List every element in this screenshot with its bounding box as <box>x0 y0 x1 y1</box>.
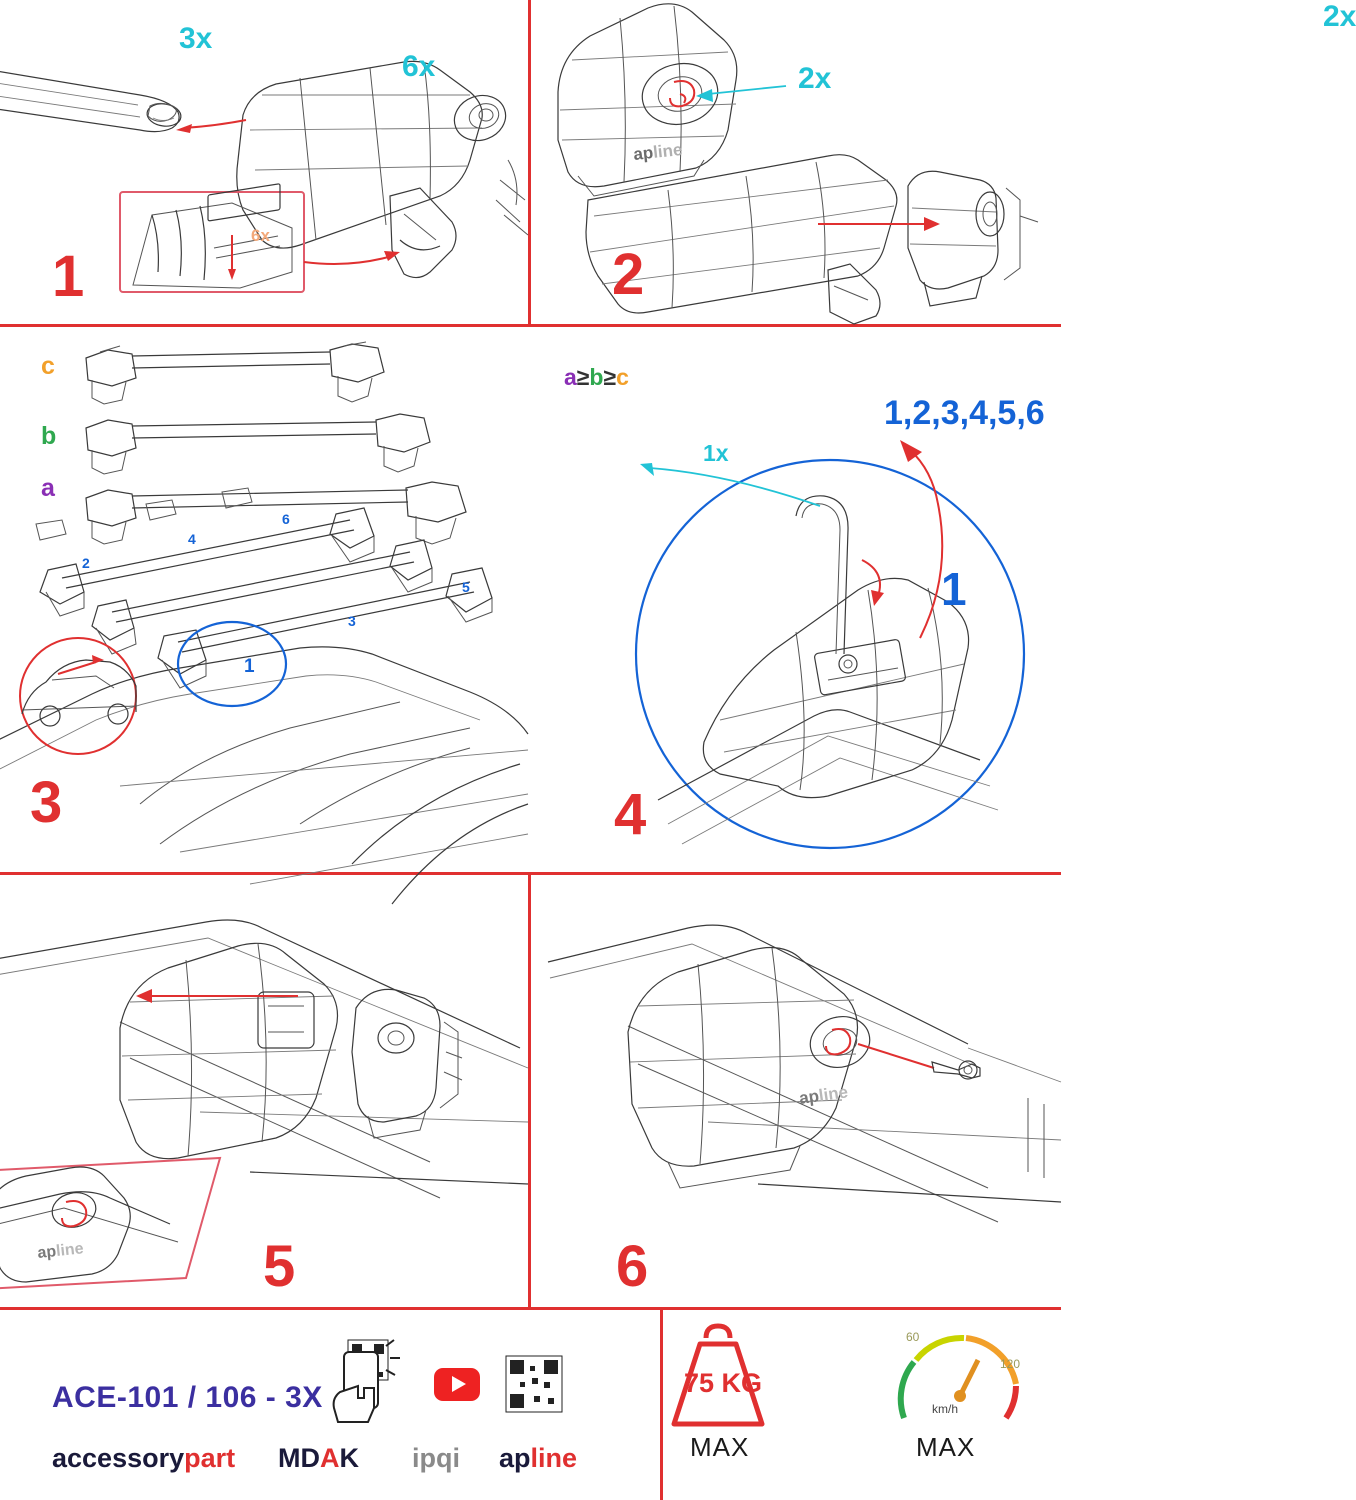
inequality-abc: a≥b≥c <box>564 364 629 390</box>
brand-apline <box>499 1443 577 1474</box>
speed-limit-max-label: MAX <box>916 1432 976 1462</box>
hand-phone-icon <box>334 1340 400 1422</box>
svg-text:2: 2 <box>82 555 90 571</box>
inset-quantity-6x: 6x <box>251 226 270 245</box>
callout-number-1: 1 <box>941 563 967 615</box>
brand-ipqi-text: ipqi <box>412 1443 460 1473</box>
svg-text:apline: apline <box>632 139 684 164</box>
speed-limit-gauge-icon <box>901 1338 1016 1418</box>
step-number-6: 6 <box>616 1234 648 1299</box>
qr-code-icon-1 <box>348 1340 388 1380</box>
step-number-2: 2 <box>612 242 644 307</box>
svg-text:5: 5 <box>462 579 470 595</box>
panel-6-illustration <box>528 872 1061 1307</box>
brand-accessorypart-part2: part <box>184 1443 236 1473</box>
divider-vertical-footer <box>660 1307 663 1500</box>
svg-text:apline: apline <box>797 1082 850 1108</box>
svg-text:6: 6 <box>282 511 290 527</box>
brand-mdak-part3: K <box>339 1443 359 1473</box>
sequence-numbers: 1,2,3,4,5,6 <box>884 394 1045 432</box>
speed-unit-label: km/h <box>932 1402 959 1416</box>
svg-text:4: 4 <box>188 531 196 547</box>
youtube-icon <box>434 1368 480 1401</box>
label-c: c <box>41 352 55 380</box>
label-a: a <box>41 474 55 502</box>
brand-apline-part2: line <box>530 1443 578 1473</box>
gauge-tick-120: 120 <box>1000 1357 1021 1371</box>
step-number-5: 5 <box>263 1234 295 1299</box>
brand-ipqi <box>412 1443 460 1474</box>
brand-mdak <box>278 1443 359 1474</box>
quantity-2x-visible: 2x <box>798 62 832 95</box>
quantity-2x: 2x <box>1323 0 1356 33</box>
brand-accessorypart <box>52 1443 235 1474</box>
svg-text:1: 1 <box>244 656 255 677</box>
step-number-1: 1 <box>52 244 84 309</box>
divider-footer <box>0 1307 1061 1310</box>
step-number-3: 3 <box>30 770 62 835</box>
label-b: b <box>41 422 57 450</box>
weight-limit-max-label: MAX <box>690 1432 750 1462</box>
weight-limit-value: 75 KG <box>684 1368 763 1398</box>
panel-3-illustration <box>0 324 528 872</box>
qr-code-icon-2 <box>506 1356 562 1412</box>
panel-2-illustration <box>528 0 1061 324</box>
quantity-1x: 1x <box>703 440 729 466</box>
svg-text:apline: apline <box>36 1240 85 1262</box>
brand-mdak-part2: A <box>320 1443 340 1473</box>
svg-text:3: 3 <box>348 613 356 629</box>
step-number-4: 4 <box>614 782 646 847</box>
brand-apline-part1: ap <box>499 1443 531 1473</box>
brand-accessorypart-part1: accessory <box>52 1443 185 1473</box>
product-code: ACE-101 / 106 - 3X <box>52 1381 323 1414</box>
quantity-3x: 3x <box>179 22 213 55</box>
gauge-tick-60: 60 <box>906 1330 920 1344</box>
quantity-6x: 6x <box>402 50 436 83</box>
brand-mdak-part1: MD <box>278 1443 320 1473</box>
